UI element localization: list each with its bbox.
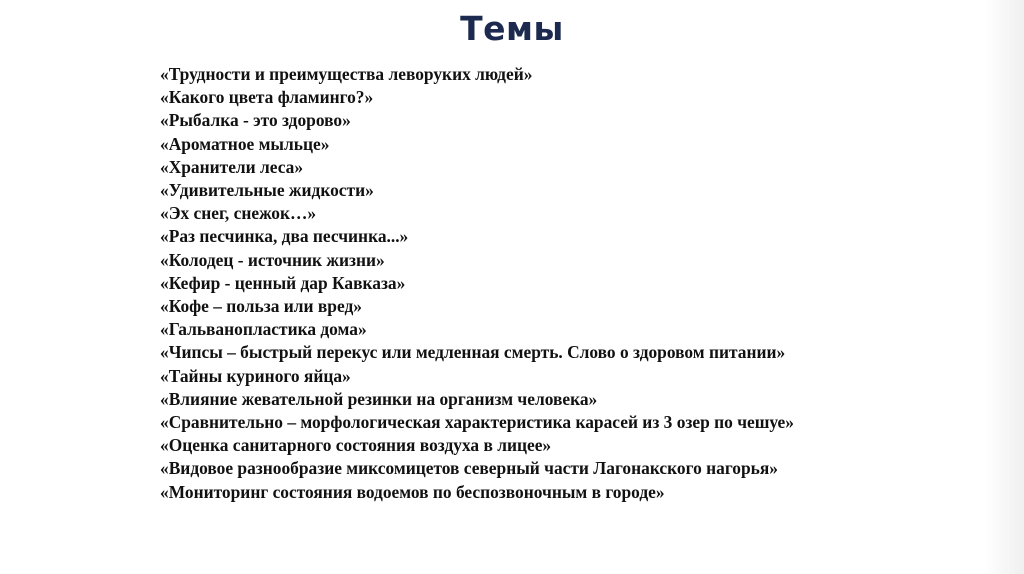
topic-item: «Какого цвета фламинго?»: [160, 87, 374, 108]
slide-edge-shadow: [984, 0, 1024, 574]
topic-item: «Хранители леса»: [160, 156, 304, 177]
slide-title: Темы: [460, 9, 564, 48]
topic-item: «Ароматное мыльце»: [160, 133, 330, 154]
topic-item: «Трудности и преимущества леворуких людей»: [160, 64, 533, 84]
topic-item: «Влияние жевательной резинки на организм человека»: [160, 388, 598, 409]
topic-item: «Тайны куриного яйца»: [160, 365, 351, 386]
topic-list: [160, 63, 860, 504]
topic-item: «Оценка санитарного состояния воздуха в лицее»: [160, 435, 552, 456]
topic-item: «Эх снег, снежок…»: [160, 203, 317, 224]
topic-item: «Сравнительно – морфологическая характеристика карасей из 3 озер по чешуе»: [160, 412, 794, 433]
topic-item: «Кефир - ценный дар Кавказа»: [160, 272, 406, 293]
topic-item: «Чипсы – быстрый перекус или медленная смерть. Слово о здоровом питании»: [160, 342, 786, 363]
topic-item: «Мониторинг состояния водоемов по беспозвоночным в городе»: [160, 481, 665, 502]
topic-item: «Видовое разнообразие миксомицетов северный части Лагонакского нагорья»: [160, 458, 778, 479]
topic-item: «Раз песчинка, два песчинка...»: [160, 226, 409, 247]
topic-item: «Удивительные жидкости»: [160, 180, 374, 201]
topic-item: «Гальванопластика дома»: [160, 319, 367, 340]
topic-item: «Рыбалка - это здорово»: [160, 110, 351, 131]
topic-item: «Кофе – польза или вред»: [160, 296, 362, 317]
topic-item: «Колодец - источник жизни»: [160, 249, 385, 270]
